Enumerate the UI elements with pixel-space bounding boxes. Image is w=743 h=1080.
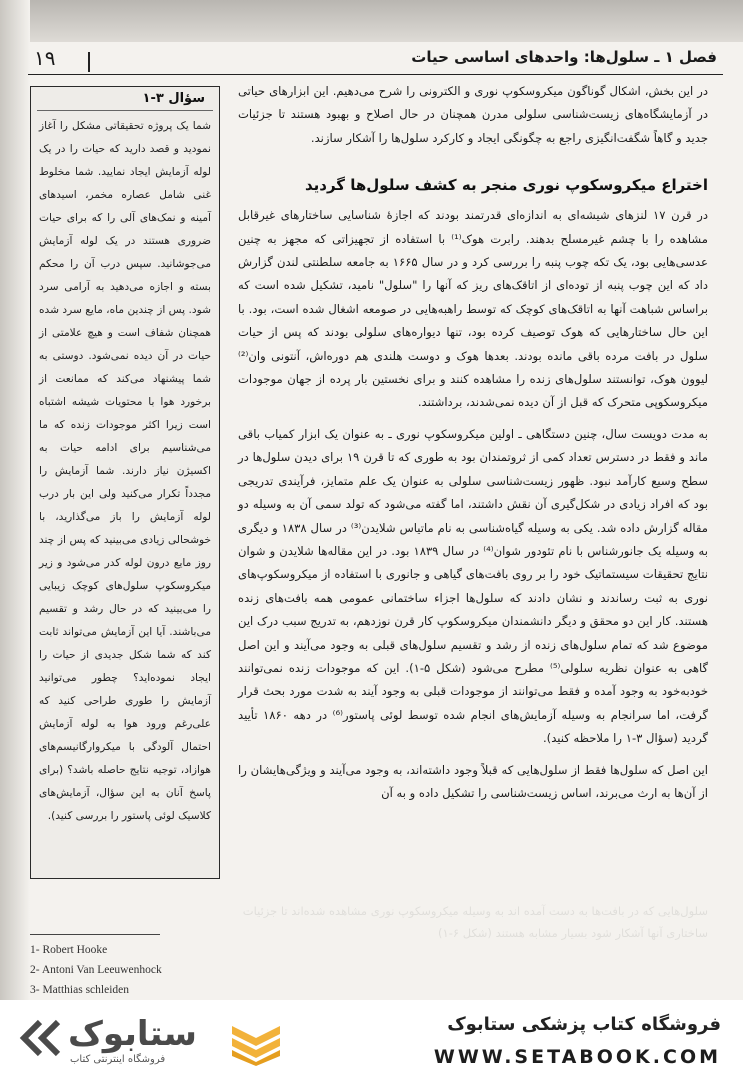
logo-wordmark: ستابوک [68,1014,197,1054]
question-box-title: سؤال ۳-۱ [37,87,213,111]
page-top-edge [0,0,743,42]
question-box-body: شما یک پروژه تحقیقاتی مشکل را آغاز نمودید و قصد دارید که حیات را در یک لوله آزمایش ایجاد نمایید. شما مخلوط غنی شامل عصاره مخمر، اسیدهای آمینه و نمک‌های آلی را که برای حیات ضروری هستند در یک لوله آزمایش می‌جوشانید. سپس درب آن را محکم بسته و اجازه می‌دهید به آرامی سرد شود. پس از چندین ماه، مایع سرد شده همچنان شفاف است و هیچ علامتی از حیات در آن دیده نمی‌شود. دوستی به شما پیشنهاد می‌کند که ممانعت از برخورد هوا با محتویات شیشه اشتباه است زیرا اکثر موجودات زنده که ما می‌شناسیم برای ادامه حیات به اکسیژن نیاز دارند. شما آزمایش را مجدداً تکرار می‌کنید ولی این بار درب لوله آزمایش را باز می‌گذارید، با خوشحالی زیادی می‌بینید که پس از چند روز مایع درون لوله کدر می‌شود و زیر میکروسکوپ سلول‌های کوچک زیبایی را می‌بینید که در حال رشد و تقسیم می‌باشند. آیا این آزمایش می‌تواند ثابت کند که شما شکل جدیدی از حیات را ایجاد نموده‌اید؟ چطور می‌توانید آزمایش را طوری طراحی کنید که علی‌رغم ورود هوا به لوله آزمایش احتمال آلودگی با میکروارگانیسم‌های هوازاد، توجیه نتایج حاصله باشد؟ (برای پاسخ آنان به این سؤال، آزمایش‌های کلاسیک لوئی پاستور را بررسی کنید). [39,120,211,822]
book-logo-icon [228,1016,284,1066]
paragraph-cell-theory: به مدت دویست سال، چنین دستگاهی ـ اولین میکروسکوپ نوری ـ به عنوان یک ابزار کمیاب باقی ماند و فقط در دسترس تعداد کمی از ثروتمندان بود به طوری که تا قرن ۱۹ برای دیدن سلول‌ها در سطح وسیع کارآمد نبود. ظهور زیست‌شناسی سلولی به عنوان یک علم متمایز، فرآیندی تدریجی بود که افراد زیادی در شکل‌گیری آن نقش داشتند، اما گفته می‌شود که تولد سمی آن به وسیله دو مقاله گزارش داده شد. یکی به وسیله گیاه‌شناسی به نام ماتیاس شلایدن⁽³⁾ در سال ۱۸۳۸ و دیگری به وسیله یک جانورشناس با نام تئودور شوان⁽⁴⁾ در سال ۱۸۳۹ بود. در این مقاله‌ها شلایدن و شوان نتایج تحقیقات سیستماتیک خود را بر روی بافت‌های گیاهی و جانوری با استفاده از میکروسکوپ‌های نوری به ثبت رساندند و نشان دادند که سلول‌ها اجزاء ساختمانی عمومی همه بافت‌های زنده هستند. کار این دو محقق و دیگر دانشمندان میکروسکوپ کار قرن نوزدهم، به تدریج سبب درک این موضوع شد که تمام سلول‌های زنده از رشد و تقسیم سلول‌های قبلی به وجود می‌آیند و این اصل گاهی به عنوان نظریه سلولی⁽⁵⁾ مطرح می‌شود (شکل ۵-۱). این که موجودات زنده نمی‌توانند خودبه‌خود به وجود آمده و فقط می‌توانند از موجودات قبلی به وجود آیند به شدت مورد بحث قرار گرفت، اما سرانجام به وسیله آزمایش‌های انجام شده توسط لوئی پاستور⁽⁶⁾ در دهه ۱۸۶۰ تأیید گردید (سؤال ۳-۱ را ملاحظه کنید). [238,426,709,746]
store-name: فروشگاه کتاب پزشکی ستابوک [447,1014,721,1035]
footnote-item: 3- Matthias schleiden [30,984,130,996]
main-text-column [238,80,708,813]
footnote-divider [30,934,160,935]
footnotes [30,940,330,1000]
footnote-item: 1- Robert Hooke [30,944,108,956]
logo-tagline: فروشگاه اینترنتی کتاب [70,1054,166,1065]
intro-paragraph: در این بخش، اشکال گوناگون میکروسکوپ نوری و الکترونی را شرح می‌دهیم. این ابزارهای حیاتی در آزمایشگاه‌های زیست‌شناسی سلولی مدرن همچنان در حال اصلاح و بهبود هستند تا جزئیات جدید و گاهاً شگفت‌انگیزی راجع به چگونگی ایجاد و کارکرد سلول‌ها را آشکار سازند. [238,84,708,145]
chevron-left-icon [18,1018,64,1058]
chapter-title: فصل ۱ ـ سلول‌ها: واحدهای اساسی حیات [411,48,717,66]
binding-shadow [0,0,30,1000]
setabook-logo[interactable] [18,1014,288,1070]
page-header [28,44,723,75]
footnote-item: 2- Antoni Van Leeuwenhock [30,964,162,976]
header-divider [88,52,90,72]
page-number: ۱۹ [34,48,56,70]
paragraph-continuation: این اصل که سلول‌ها فقط از سلول‌هایی که قبلاً وجود داشته‌اند، به وجود می‌آیند و ویژگی‌هایشان را از آن‌ها به ارث می‌برند، اساس زیست‌شناسی را تشکیل داده و به آن [238,762,708,800]
section-heading: اختراع میکروسکوپ نوری منجر به کشف سلول‌ها گردید [304,176,708,195]
store-url-link[interactable]: WWW.SETABOOK.COM [433,1046,721,1068]
question-box [30,86,220,879]
bleed-through-text: سلول‌هایی که در بافت‌ها به دست آمده اند به وسیله میکروسکوپ نوری مشاهده شده‌اند تا جزئیات ساختاری آنها آشکار شود بسیار مشابه هستند (شکل ۶-۱) [242,904,708,940]
store-banner [0,1000,743,1080]
paragraph-hooke: در قرن ۱۷ لنزهای شیشه‌ای به اندازه‌ای قدرتمند بودند که اجازهٔ شناسایی ساختارهای غیرقابل مشاهده را با چشم غیرمسلح بدهند. رابرت هوک⁽¹⁾ با استفاده از تجهیزاتی که مجهز به چنین عدسی‌هایی بود، یک تکه چوب پنبه را بررسی کرد و در سال ۱۶۶۵ به جامعه سلطنتی لندن گزارش داد که این چوب پنبه از توده‌ای از اتاقک‌های ریز که آنها را "سلول" نامید، تشکیل شده است که براساس شباهت آنها به اتاقک‌های کوچک که توسط راهبه‌هایی در صومعه اشغال شده است، بود. با این حال ساختارهایی که هوک توصیف کرده بود، تنها دیواره‌های سلولی بودند که پس از حیات سلول در بافت مرده باقی مانده بودند. بعدها هوک و دوست هلندی هم دوره‌اش، آنتونی وان⁽²⁾ لیوون هوک، توانستند سلول‌های زنده را مشاهده کنند و برای نخستین بار پرده از جهان موجودات میکروسکوپی متحرک که قبل از آن دیده نمی‌شدند، برداشتند. [238,208,708,410]
